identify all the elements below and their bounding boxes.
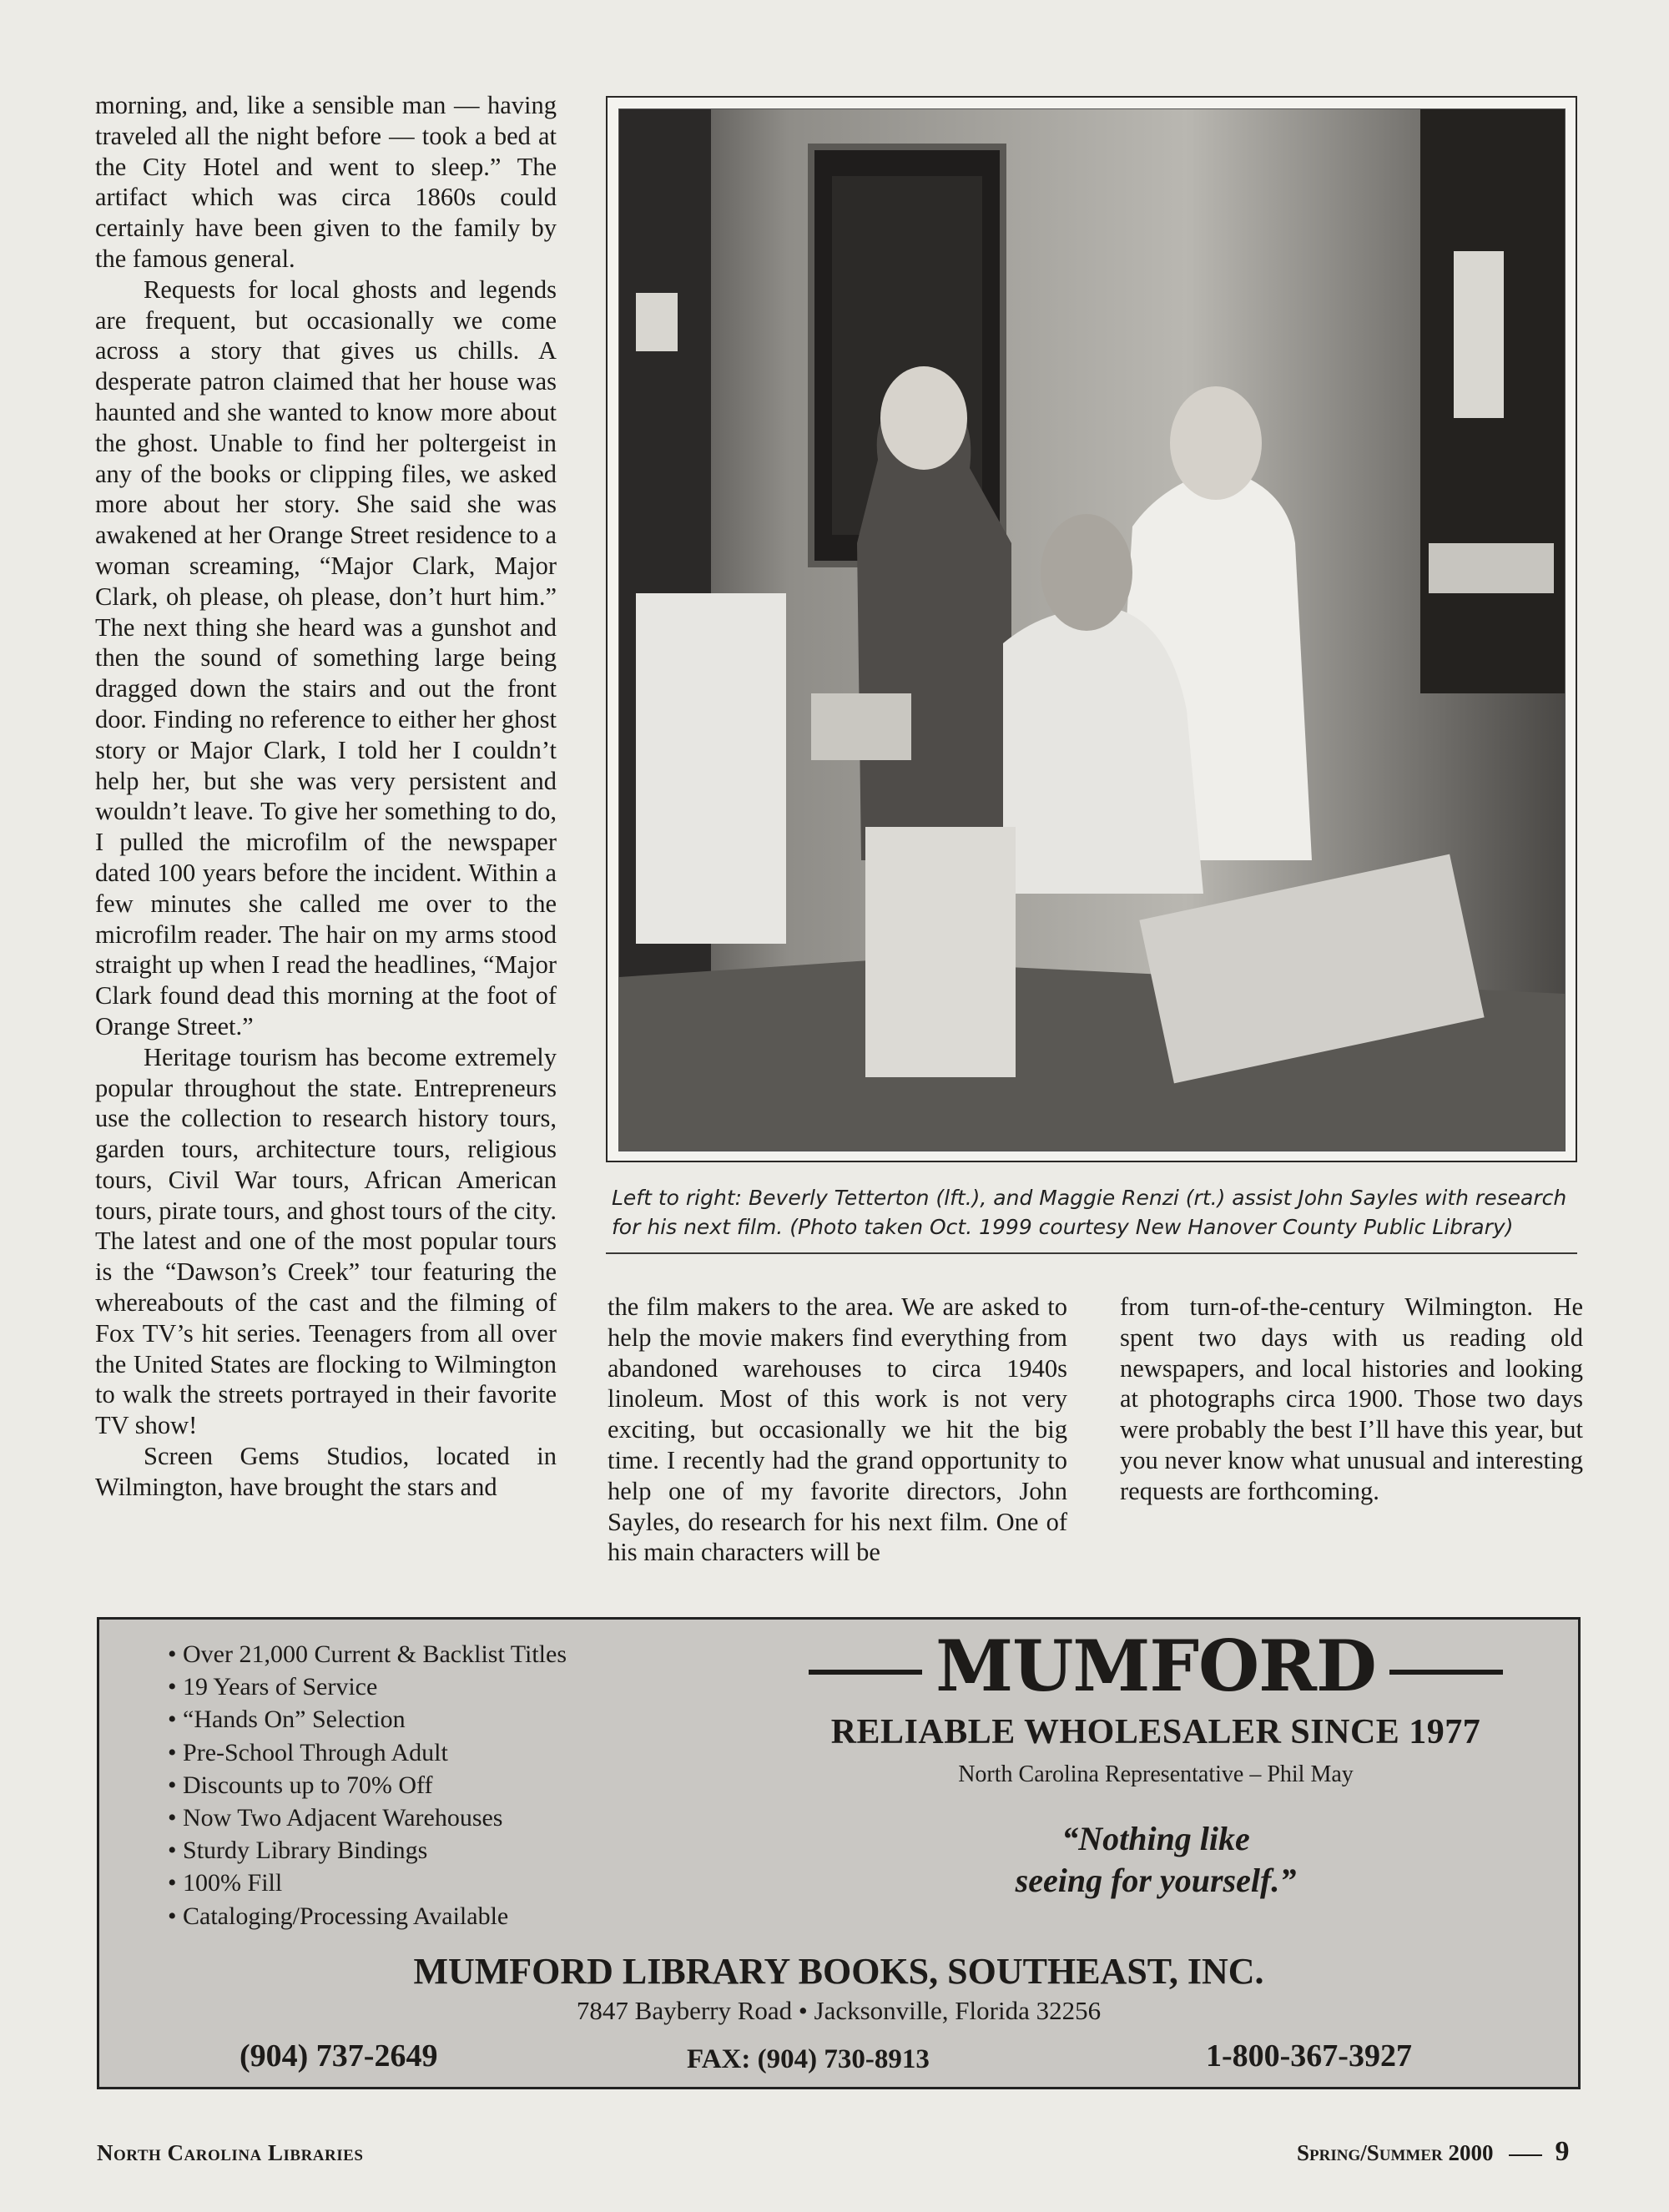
caption-divider	[606, 1252, 1577, 1254]
footer-journal-title: North Carolina Libraries	[97, 2140, 364, 2165]
article-column-2	[608, 1292, 1067, 1568]
photo-man-face	[1041, 514, 1132, 631]
ad-feature: • 100% Fill	[168, 1867, 567, 1899]
page-number: 9	[1555, 2136, 1570, 2167]
ad-representative: North Carolina Representative – Phil May	[958, 1761, 1354, 1787]
photo-room-number-sign	[636, 293, 678, 351]
ad-phone: (904) 737-2649	[240, 2038, 438, 2073]
brand-rule-left	[809, 1670, 922, 1675]
photo-poster	[1454, 251, 1504, 418]
ad-brand-block	[789, 1625, 1523, 1707]
photo-woman-right-face	[1170, 386, 1262, 500]
photo-computer-tower	[865, 827, 1016, 1077]
ad-fax: FAX: (904) 730-8913	[687, 2044, 930, 2074]
article-paragraph: the film makers to the area. We are asked to help the movie makers find everything from abandoned warehouses to circa 1940s linoleum. Most of this work is not very exciting, but occasionally we hit the big time. I recently had the grand opportunity to help one of my favorite directors, John Sayles, do research for his next film. One of his main characters will be	[608, 1292, 1067, 1567]
ad-feature: • Sturdy Library Bindings	[168, 1834, 567, 1867]
ad-slogan: “Nothing like seeing for yourself.”	[1015, 1820, 1297, 1899]
article-paragraph: Screen Gems Studios, located in Wilmington, have brought the stars and	[95, 1442, 557, 1501]
ad-feature: • Pre-School Through Adult	[168, 1736, 567, 1769]
brand-rule-right	[1389, 1670, 1503, 1675]
photo-microfilm-reader	[636, 593, 786, 944]
ad-feature: • Discounts up to 70% Off	[168, 1769, 567, 1801]
library-photo	[618, 108, 1566, 1151]
footer-dash	[1509, 2154, 1542, 2156]
footer-issue	[1297, 2136, 1570, 2168]
article-column-1	[95, 90, 557, 1503]
article-column-3	[1120, 1292, 1583, 1507]
ad-feature: • Now Two Adjacent Warehouses	[168, 1801, 567, 1834]
ad-brand-name: MUMFORD	[935, 1625, 1376, 1707]
ad-feature-list	[168, 1638, 567, 1932]
article-paragraph: Requests for local ghosts and legends are frequent, but occasionally we come across a story that gives us chills. A desperate patron claimed that her house was haunted and she wanted to know more about the ghost. Unable to find her poltergeist in any of the books or clipping files, we asked more about her story. She said she was awakened at her Orange Street residence to a woman screaming, “Major Clark, Major Clark, oh please, oh please, don’t hurt him.” The next thing she heard was a gunshot and then the sound of something large being dragged down the stairs and out the front door. Finding no reference to either her ghost story or Major Clark, I told her I couldn’t help her, but she was very persistent and wouldn’t leave. To give her something to do, I pulled the microfilm of the newspaper dated 100 years before the incident. Within a few minutes she called me over to the microfilm reader. The hair on my arms stood straight up when I read the headlines, “Major Clark found dead this morning at the foot of Orange Street.”	[95, 275, 557, 1040]
ad-feature: • Cataloging/Processing Available	[168, 1900, 567, 1932]
photo-books	[1429, 543, 1554, 593]
ad-feature: • “Hands On” Selection	[168, 1703, 567, 1736]
ad-toll-free: 1-800-367-3927	[1206, 2038, 1412, 2073]
photo-box	[811, 693, 911, 760]
article-paragraph: from turn-of-the-century Wilmington. He spent two days with us reading old newspapers, and local histories and looking at photographs circa 1900. Those two days were probably the best I’ll have this year, but you never know what unusual and interesting requests are forthcoming.	[1120, 1292, 1583, 1505]
ad-address: 7847 Bayberry Road • Jacksonville, Florida 32256	[576, 1996, 1102, 2025]
photo-caption: Left to right: Beverly Tetterton (lft.), and Maggie Renzi (rt.) assist John Sayles with research for his next film. (Photo taken Oct. 1999 courtesy New Hanover County Public Library)	[612, 1186, 1567, 1239]
ad-feature: • 19 Years of Service	[168, 1670, 567, 1703]
footer-issue-label: Spring/Summer 2000	[1297, 2140, 1494, 2165]
ad-company-name: MUMFORD LIBRARY BOOKS, SOUTHEAST, INC.	[413, 1951, 1264, 1992]
ad-feature: • Over 21,000 Current & Backlist Titles	[168, 1638, 567, 1670]
ad-tagline: RELIABLE WHOLESALER SINCE 1977	[830, 1713, 1481, 1751]
mumford-advertisement	[97, 1617, 1581, 2089]
article-paragraph: Heritage tourism has become extremely popular throughout the state. Entrepreneurs use the collection to research history tours, garden tours, architecture tours, religious tours, Civil War tours, African American tours, pirate tours, and ghost tours of the city. The latest and one of the most popular tours is the “Dawson’s Creek” tour featuring the whereabouts of the cast and the filming of Fox TV’s hit series. Teenagers from all over the United States are flocking to Wilmington to walk the streets portrayed in their favorite TV show!	[95, 1042, 557, 1440]
photo-woman-left-face	[880, 366, 967, 470]
article-paragraph: morning, and, like a sensible man — having traveled all the night before — took a bed at the City Hotel and went to sleep.” The artifact which was circa 1860s could certainly have been given to the family by the famous general.	[95, 91, 557, 273]
